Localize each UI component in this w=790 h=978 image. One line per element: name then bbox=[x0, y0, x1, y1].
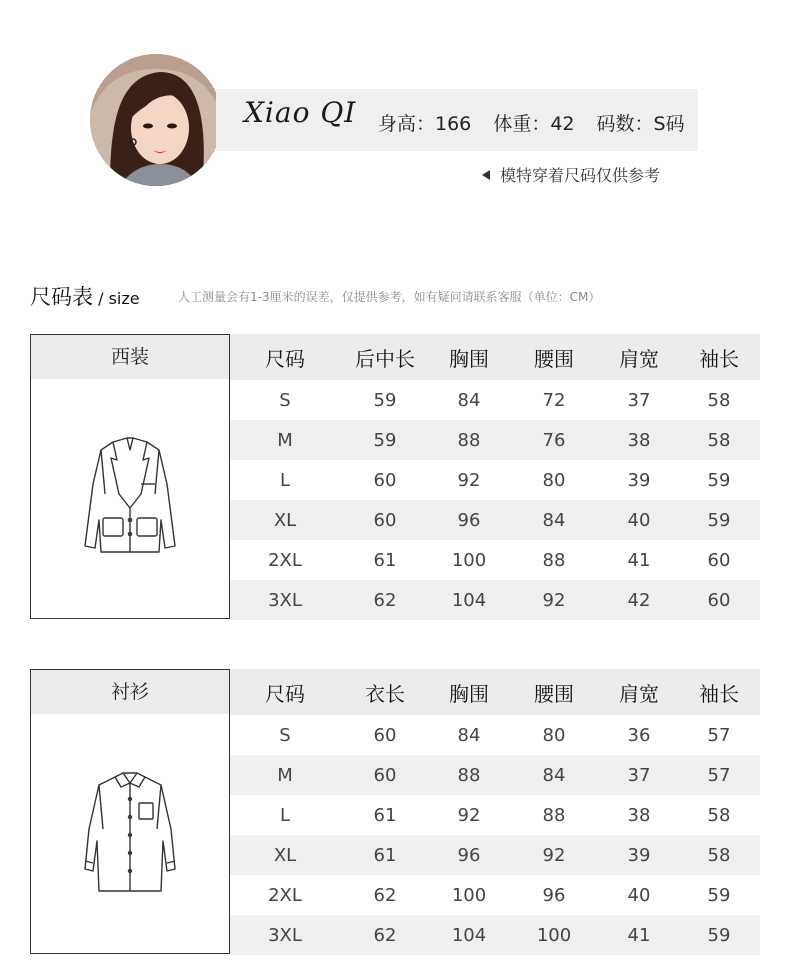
triangle-left-icon bbox=[482, 170, 490, 180]
shirt-size-table bbox=[230, 669, 760, 955]
table-cell: 80 bbox=[542, 724, 566, 746]
table-row bbox=[230, 380, 760, 420]
table-cell: 60 bbox=[373, 764, 397, 786]
size-chart-title bbox=[30, 281, 140, 311]
table-cell: 59 bbox=[707, 469, 731, 491]
table-row bbox=[230, 540, 760, 580]
suit-header-cell: 后中长 bbox=[355, 346, 415, 371]
size-chart-title-zh: 尺码表 bbox=[30, 285, 93, 309]
suit-header-cell: 腰围 bbox=[534, 346, 574, 371]
table-cell: 92 bbox=[457, 469, 481, 491]
table-row bbox=[230, 915, 760, 955]
table-cell: 96 bbox=[542, 884, 566, 906]
table-cell: 62 bbox=[373, 589, 397, 611]
model-weight: 体重：42 bbox=[493, 113, 575, 135]
table-cell: 100 bbox=[451, 549, 487, 571]
table-cell: 61 bbox=[373, 844, 397, 866]
model-note bbox=[482, 163, 660, 186]
table-cell: 76 bbox=[542, 429, 566, 451]
table-cell: 100 bbox=[451, 884, 487, 906]
model-stats bbox=[378, 109, 701, 136]
table-row bbox=[230, 755, 760, 795]
table-cell: 62 bbox=[373, 924, 397, 946]
table-cell: 2XL bbox=[268, 549, 302, 571]
suit-picture bbox=[31, 379, 229, 618]
suit-header-cell: 袖长 bbox=[699, 346, 739, 371]
table-row bbox=[230, 875, 760, 915]
table-cell: 41 bbox=[627, 549, 651, 571]
table-cell: XL bbox=[273, 509, 297, 531]
table-cell: 41 bbox=[627, 924, 651, 946]
table-cell: 62 bbox=[373, 884, 397, 906]
table-cell: 72 bbox=[542, 389, 566, 411]
shirt-garment-box bbox=[30, 669, 230, 954]
model-note-text: 模特穿着尺码仅供参考 bbox=[500, 166, 661, 185]
model-size: 码数：S码 bbox=[596, 113, 685, 135]
table-cell: 39 bbox=[627, 844, 651, 866]
table-cell: 96 bbox=[457, 844, 481, 866]
table-row bbox=[230, 420, 760, 460]
size-chart-note: 人工测量会有1-3厘米的误差，仅提供参考，如有疑问请联系客服（单位：CM） bbox=[178, 290, 601, 304]
table-cell: 42 bbox=[627, 589, 651, 611]
table-cell: S bbox=[279, 389, 291, 411]
suit-header-cell: 尺码 bbox=[265, 346, 305, 371]
table-cell: 84 bbox=[457, 724, 481, 746]
table-cell: 58 bbox=[707, 804, 731, 826]
table-row bbox=[230, 580, 760, 620]
table-row bbox=[230, 835, 760, 875]
table-cell: 57 bbox=[707, 724, 731, 746]
model-height: 身高：166 bbox=[378, 113, 472, 135]
shirt-picture bbox=[31, 714, 229, 953]
suit-header-cell: 胸围 bbox=[449, 346, 489, 371]
blazer-icon bbox=[75, 434, 185, 564]
table-cell: 58 bbox=[707, 389, 731, 411]
table-cell: S bbox=[279, 724, 291, 746]
model-portrait-icon bbox=[90, 54, 222, 186]
model-avatar bbox=[90, 54, 222, 186]
table-cell: 88 bbox=[542, 804, 566, 826]
table-row bbox=[230, 460, 760, 500]
table-cell: 58 bbox=[707, 844, 731, 866]
table-cell: 96 bbox=[457, 509, 481, 531]
table-cell: 61 bbox=[373, 549, 397, 571]
table-row bbox=[230, 795, 760, 835]
table-cell: 3XL bbox=[268, 924, 302, 946]
table-cell: 40 bbox=[627, 884, 651, 906]
table-cell: 37 bbox=[627, 389, 651, 411]
shirt-header-cell: 衣长 bbox=[365, 681, 405, 706]
table-cell: 59 bbox=[707, 884, 731, 906]
table-cell: 60 bbox=[373, 469, 397, 491]
table-cell: 84 bbox=[457, 389, 481, 411]
table-cell: 59 bbox=[707, 924, 731, 946]
table-cell: 92 bbox=[457, 804, 481, 826]
table-cell: 58 bbox=[707, 429, 731, 451]
suit-label: 西装 bbox=[31, 335, 229, 379]
table-cell: 60 bbox=[707, 549, 731, 571]
table-cell: 38 bbox=[627, 804, 651, 826]
table-cell: 61 bbox=[373, 804, 397, 826]
table-cell: 92 bbox=[542, 589, 566, 611]
table-cell: 37 bbox=[627, 764, 651, 786]
table-cell: 59 bbox=[373, 429, 397, 451]
table-cell: 57 bbox=[707, 764, 731, 786]
table-cell: 60 bbox=[373, 509, 397, 531]
table-cell: 36 bbox=[627, 724, 651, 746]
shirt-icon bbox=[75, 769, 185, 899]
model-signature: Xiao QI bbox=[244, 96, 357, 129]
suit-size-table bbox=[230, 334, 760, 620]
table-cell: L bbox=[279, 469, 291, 491]
table-cell: 100 bbox=[536, 924, 572, 946]
table-cell: 38 bbox=[627, 429, 651, 451]
table-cell: 84 bbox=[542, 509, 566, 531]
table-cell: M bbox=[277, 429, 293, 451]
shirt-header-cell: 胸围 bbox=[449, 681, 489, 706]
table-cell: 84 bbox=[542, 764, 566, 786]
table-cell: 104 bbox=[451, 589, 487, 611]
table-cell: 88 bbox=[457, 764, 481, 786]
shirt-header-cell: 肩宽 bbox=[619, 681, 659, 706]
table-cell: 39 bbox=[627, 469, 651, 491]
shirt-table-header bbox=[230, 669, 760, 715]
shirt-header-cell: 腰围 bbox=[534, 681, 574, 706]
table-row bbox=[230, 500, 760, 540]
table-cell: 60 bbox=[707, 589, 731, 611]
table-cell: 3XL bbox=[268, 589, 302, 611]
table-cell: 92 bbox=[542, 844, 566, 866]
table-cell: 80 bbox=[542, 469, 566, 491]
table-row bbox=[230, 715, 760, 755]
shirt-header-cell: 袖长 bbox=[699, 681, 739, 706]
table-cell: 88 bbox=[457, 429, 481, 451]
table-cell: L bbox=[279, 804, 291, 826]
table-cell: 88 bbox=[542, 549, 566, 571]
suit-garment-box bbox=[30, 334, 230, 619]
size-chart-title-en: / size bbox=[98, 289, 140, 308]
table-cell: M bbox=[277, 764, 293, 786]
table-cell: 60 bbox=[373, 724, 397, 746]
table-cell: 2XL bbox=[268, 884, 302, 906]
suit-header-cell: 肩宽 bbox=[619, 346, 659, 371]
shirt-label: 衬衫 bbox=[31, 670, 229, 714]
table-cell: 104 bbox=[451, 924, 487, 946]
shirt-header-cell: 尺码 bbox=[265, 681, 305, 706]
table-cell: 59 bbox=[707, 509, 731, 531]
table-cell: XL bbox=[273, 844, 297, 866]
table-cell: 59 bbox=[373, 389, 397, 411]
table-cell: 40 bbox=[627, 509, 651, 531]
suit-table-header bbox=[230, 334, 760, 380]
